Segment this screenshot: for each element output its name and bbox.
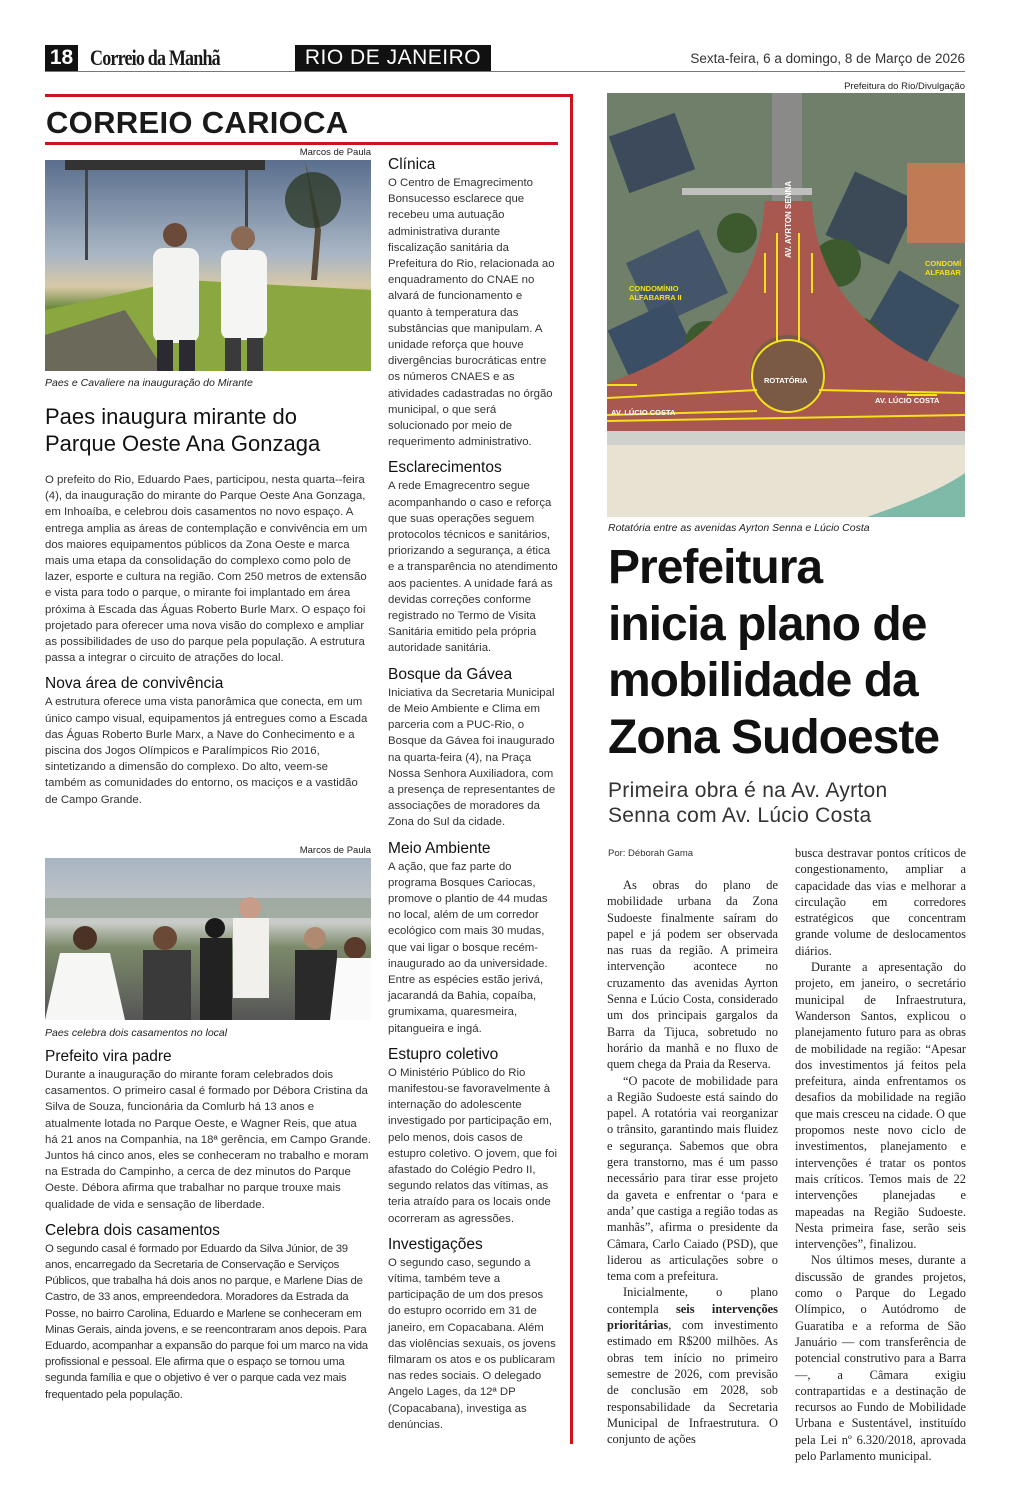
note-text: O Centro de Emagrecimento Bonsucesso esclarece que recebeu uma autuação administrativa durante fiscalização sanitária da Prefeitura do Rio, relacionada ao enquadramento do CNAE no alvará de funcionamento e quanto à temperatura das substâncias que manipulam. A unidade reforça que houve divergências burocráticas entre os números CNAES e as atividades cadastradas no órgão municipal, o que será solucionado por meio de requerimento administrativo. (388, 177, 555, 449)
article-subhead: Celebra dois casamentos (45, 1221, 220, 1239)
note-text: A ação, que faz parte do programa Bosques Cariocas, promove o plantio de 44 mudas no local, além de um corredor ecológico com mais 30 mudas, que vai ligar o bosque recém-inaugurado ao da universidade. Entre as espécies estão jerivá, jacarandá da Bahia, copaíba, grumixama, quaresmeira, pitangueira e ingá. (388, 860, 548, 1035)
column-frame-right (570, 94, 573, 1444)
note-title: Esclarecimentos (388, 459, 502, 477)
article-column-2 (795, 845, 966, 1464)
issue-date: Sexta-feira, 6 a domingo, 8 de Março de 2026 (690, 51, 965, 66)
aerial-map-photo (607, 93, 965, 517)
map-label-lucio-costa-left: AV. LÚCIO COSTA (611, 408, 676, 417)
note-title: Clínica (388, 156, 436, 173)
article-subhead: Prefeito vira padre (45, 1048, 172, 1065)
map-label-alfabarra: ALFABAR (925, 268, 961, 277)
map-label-ayrton-senna: AV. AYRTON SENNA (784, 180, 793, 258)
headline-line: Prefeitura (608, 541, 823, 594)
note-title: Estupro coletivo (388, 1045, 499, 1063)
article-headline: Paes inaugura mirante do Parque Oeste Ana Gonzaga (45, 404, 321, 456)
photo-credit: Marcos de Paula (299, 845, 371, 856)
map-label-rotatoria: ROTATÓRIA (764, 376, 808, 385)
byline: Por: Déborah Gama (608, 848, 694, 859)
section-label: RIO DE JANEIRO (295, 45, 491, 71)
article-paragraph: “O pacote de mobilidade para a Região Sudoeste está saindo do papel. A rotatória vai reorganizar o trânsito, garantindo mais fluidez e segurança. Sabemos que obra gera transtorno, mas é um passo necessário para tirar esse projeto da gaveta e enfrentar o ‘para e anda’ que castiga a região todas as manhãs”, afirma o presidente da Câmara, Carlo Caiado (PSD), que liderou as articulações sobre o tema com a prefeitura. (607, 1073, 778, 1284)
article-paragraph: busca destravar pontos críticos de congestionamento, ampliar a capacidade das vias e melhorar a circulação em corredores estratégicos que concentram grande volume de deslocamentos diários. (795, 846, 966, 958)
column-title: CORREIO CARIOCA (46, 105, 349, 140)
photo-mirante (45, 160, 371, 371)
article-paragraph: O segundo casal é formado por Eduardo da Silva Júnior, de 39 anos, encarregado da Secretaria de Conservação e Serviços Públicos, que trabalha há dois anos no parque, e Marlene Dias de Castro, de 33 anos, empreendedora. Moradores da Estrada da Posse, no bairro Carolina, Eduardo e Marlene se conheceram em Minas Gerais, ainda jovens, e se reencontraram anos depois. Para Eduardo, acompanhar a expansão do parque foi um marco na vida profissional e pessoal. Ele afirma que o espaço se tornou uma segunda família e que o objetivo é ver o parque cada vez mais frequentado pela população. (45, 1242, 368, 1401)
article-paragraph (607, 1284, 778, 1447)
photo-credit: Marcos de Paula (299, 147, 371, 158)
masthead-logo: Correio da Manhã (90, 45, 220, 70)
note-title: Meio Ambiente (388, 839, 491, 857)
bold-text-run: seis intervenções prioritárias (607, 1301, 778, 1333)
article-paragraph: O prefeito do Rio, Eduardo Paes, participou, nesta quarta--feira (4), da inauguração do mirante do Parque Oeste Ana Gonzaga, em Inhoaíba, e celebrou dois casamentos no novo espaço. A entrega amplia as áreas de contemplação e convivência em um dos maiores equipamentos públicos da Zona Oeste e marca mais uma etapa da consolidação do complexo como polo de lazer, esporte e cultura na região. Com 250 metros de extensão e vista para todo o parque, o mirante foi implantado em área próxima à Escada das Águas Roberto Burle Marx. O espaço foi projetado para oferecer uma nova visão do complexo e ampliar as possibilidades de uso do parque pela população. A estrutura passa a integrar o circuito de atrações do local. (45, 474, 368, 665)
headline-line: inicia plano de (608, 597, 927, 651)
text-run: Inicialmente, o plano contempla (607, 1285, 778, 1316)
article-paragraph: As obras do plano de mobilidade urbana da Zona Sudoeste finalmente saíram do papel e já podem ser observada nas ruas da região. A primeira intervenção acontece no cruzamento das avenidas Ayrton Senna e Lúcio Costa, considerado um dos principais gargalos da Barra da Tijuca, sobretudo no horário da manhã e no fluxo de quem chega da Praia da Reserva. (607, 878, 778, 1072)
photo-wedding (45, 858, 371, 1020)
main-subtitle: Primeira obra é na Av. Ayrton Senna com Av. Lúcio Costa (608, 779, 888, 827)
column-title-underline (45, 142, 558, 145)
article-paragraph: Durante a apresentação do projeto, em janeiro, o secretário municipal de Infraestrutura, Wanderson Santos, explicou o planejamento futuro para as obras de mobilidade na região: “Apesar dos investimentos já feitos pela prefeitura, ainda enfrentamos os desafios da mobilidade na região que mais cresceu na cidade. O que propomos neste novo ciclo de investimentos, planejamento e intervenções é tratar os pontos mais críticos. Temos mais de 22 intervenções planejadas e mapeadas na Região Sudoeste. Nesta primeira fase, serão seis intervenções”, finalizou. (795, 960, 966, 1252)
article-column-1 (607, 877, 778, 1447)
photo-credit: Prefeitura do Rio/Divulgação (844, 81, 965, 92)
notes-column (388, 155, 558, 1433)
note-text: O segundo caso, segundo a vítima, também teve a participação de um dos presos do estupro ocorrido em 31 de janeiro, em Copacabana. Além das violências sexuais, os jovens filmaram os atos e os publicaram nas redes sociais. O delegado Angelo Lages, da 12ª DP (Copacabana), investiga as denúncias. (388, 1256, 556, 1431)
note-text: Iniciativa da Secretaria Municipal de Meio Ambiente e Clima em parceria com a PUC-Rio, o Bosque da Gávea foi inaugurado na quarta-feira (4), na Praça Nossa Senhora Auxiliadora, com a presença de representantes de associações de moradores da Zona do Sul da cidade. (388, 686, 556, 829)
main-headline (608, 540, 939, 766)
column-frame-top (45, 94, 573, 97)
photo-caption: Paes e Cavaliere na inauguração do Mirante (45, 377, 253, 389)
map-label-condominio-right: CONDOMÍ (925, 259, 962, 268)
left-article-continued (45, 1047, 371, 1403)
photo-caption: Rotatória entre as avenidas Ayrton Senna e Lúcio Costa (608, 522, 870, 534)
header-divider (45, 71, 965, 72)
article-paragraph: Nos últimos meses, durante a discussão de grandes projetos, como o Parque do Legado Olímpico, o Autódromo de Guaratiba e a reforma de São Januário — com transferência de potencial construtivo para a Barra —, a Câmara exigiu contrapartidas e a destinação de recursos ao Fundo de Mobilidade Urbana e Sustentável, instituído pela Lei nº 6.320/2018, aprovada pelo Parlamento municipal. (795, 1253, 966, 1463)
map-label-alfabarra-ii: ALFABARRA II (629, 293, 682, 302)
article-paragraph: A estrutura oferece uma vista panorâmica que conecta, em um único campo visual, equipamentos já entregues como a Escada das Águas Roberto Burle Marx, a Nave do Conhecimento e a piscina dos Jogos Olímpicos e Paralímpicos Rio 2016, sintetizando a dimensão do complexo. Do alto, veem-se também as comunidades do entorno, os maciços e a vastidão de Campo Grande. (45, 696, 368, 806)
map-label-condominio-left: CONDOMÍNIO (629, 284, 679, 293)
page-number: 18 (45, 45, 78, 71)
article-paragraph: Durante a inauguração do mirante foram celebrados dois casamentos. O primeiro casal é formado por Débora Cristina da Silva de Souza, funcionária da Comlurb há 13 anos e atualmente lotada no Parque Oeste, e Wagner Reis, que atua há 21 anos na Companhia, na 18ª gerência, em Campo Grande. Juntos há cinco anos, eles se conheceram no trabalho e moram na Estrada do Campinho, a cerca de dez minutos do Parque Oeste. Débora afirma que trabalhar no parque trouxe mais qualidade de vida e sensação de liberdade. (45, 1069, 371, 1211)
map-label-lucio-costa-right: AV. LÚCIO COSTA (875, 396, 940, 405)
photo-caption: Paes celebra dois casamentos no local (45, 1027, 228, 1039)
article-subhead: Nova área de convivência (45, 675, 224, 693)
note-title: Bosque da Gávea (388, 665, 513, 683)
note-text: A rede Emagrecentro segue acompanhando o caso e reforça que suas operações seguem protocolos técnicos e sanitários, priorizando a segurança, a ética e a transparência no atendimento aos pacientes. A unidade fará as devidas correções conforme registrado no Termo de Visita Sanitária emitido pela própria autoridade sanitária. (388, 480, 558, 655)
note-title: Investigações (388, 1235, 483, 1253)
headline-line: Zona Sudoeste (608, 710, 940, 764)
headline-line: mobilidade da (608, 654, 918, 707)
note-text: O Ministério Público do Rio manifestou-se favoravelmente à internação do adolescente investigado por participação em, pelo menos, dois casos de estupro coletivo. O jovem, que foi afastado do Colégio Pedro II, segundo relatos das vítimas, as teria atraído para os locais onde ocorreram as agressões. (388, 1066, 558, 1225)
left-article (45, 403, 371, 808)
text-run: , com investimento estimado em R$200 milhões. As obras tem início no primeiro semestre de 2026, com previsão de conclusão em 2028, sob responsabilidade da Secretaria Municipal de Infraestrutura. O conjunto de ações (607, 1318, 778, 1447)
